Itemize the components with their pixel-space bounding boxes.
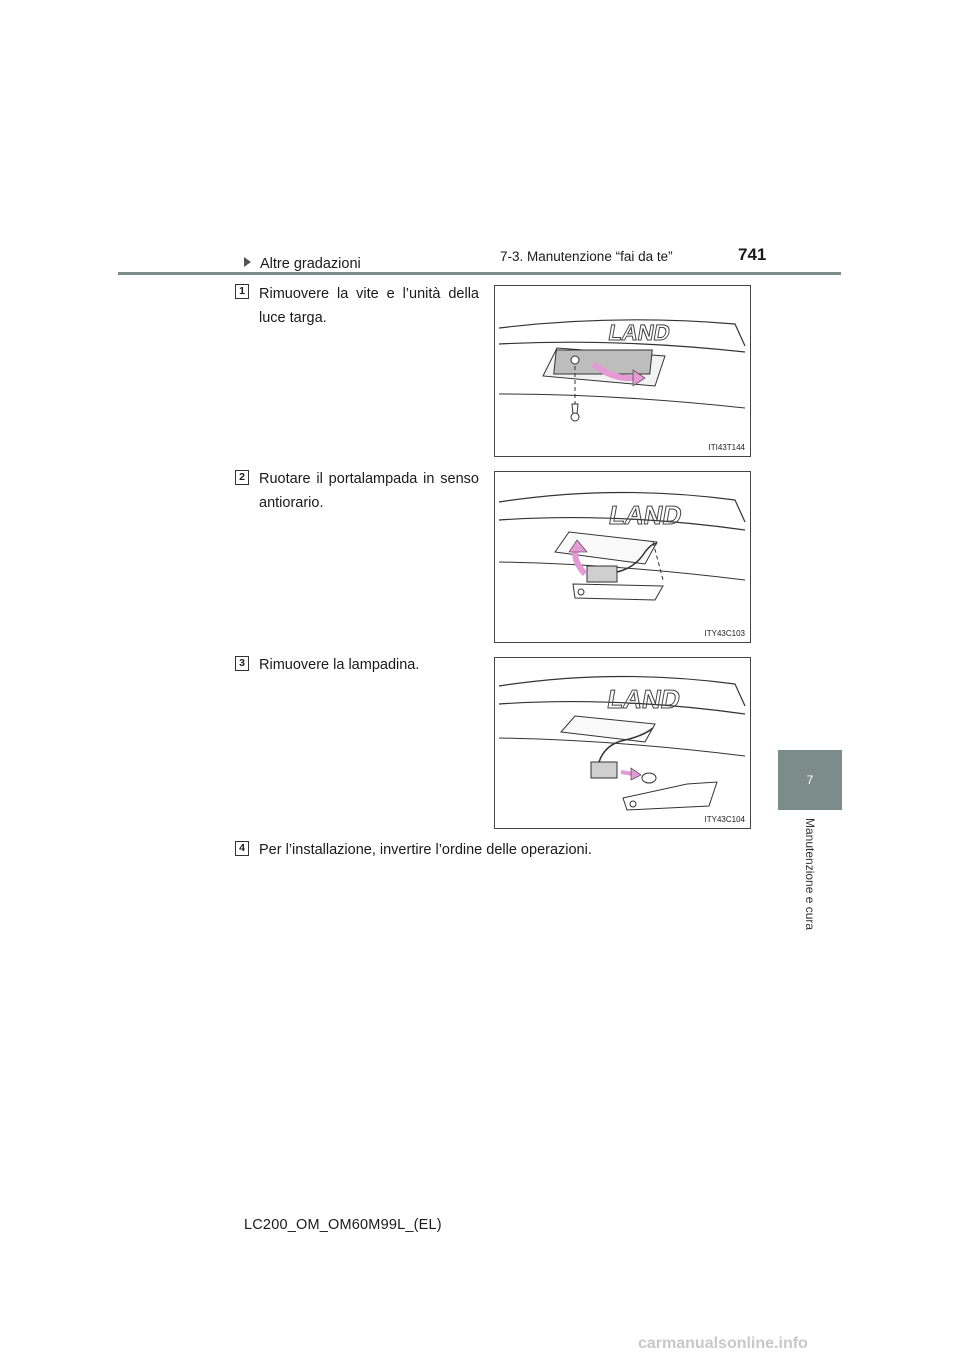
step-number-4: 4 xyxy=(235,841,249,856)
triangle-bullet-icon xyxy=(244,257,251,267)
header-rule xyxy=(118,272,841,275)
step-number-2: 2 xyxy=(235,470,249,485)
figure-code-1: ITI43T144 xyxy=(708,443,745,452)
bulb-socket-rotation-illustration xyxy=(495,472,750,642)
section-title: 7-3. Manutenzione “fai da te” xyxy=(500,249,673,264)
document-code: LC200_OM_OM60M99L_(EL) xyxy=(244,1217,442,1233)
chapter-title xyxy=(760,818,860,948)
step-text-3: Rimuovere la lampadina. xyxy=(259,657,420,673)
emblem-text: LAND xyxy=(606,500,685,530)
figure-step-1 xyxy=(494,285,751,457)
figure-code-3: ITY43C104 xyxy=(704,815,745,824)
chapter-title-text: Manutenzione e cura xyxy=(803,818,817,931)
step-number-3: 3 xyxy=(235,656,249,671)
watermark: carmanualsonline.info xyxy=(638,1335,808,1352)
step-text-1: Rimuovere la vite e l’unità della luce targa. xyxy=(259,286,479,326)
bulb-removal-illustration xyxy=(495,658,750,828)
figure-code-2: ITY43C103 xyxy=(704,629,745,638)
step-text-4: Per l’installazione, invertire l’ordine delle operazioni. xyxy=(259,842,592,858)
emblem-text: LAND xyxy=(606,320,673,345)
figure-step-2 xyxy=(494,471,751,643)
subheading-text: Altre gradazioni xyxy=(260,256,361,272)
step-text-2: Ruotare il portalampada in senso antiorario. xyxy=(259,471,479,511)
emblem-text: LAND xyxy=(605,684,683,714)
figure-step-3 xyxy=(494,657,751,829)
step-number-1: 1 xyxy=(235,284,249,299)
subheading xyxy=(244,256,361,272)
page-number: 741 xyxy=(738,245,767,264)
license-light-removal-illustration xyxy=(495,286,750,456)
chapter-tab[interactable]: 7 xyxy=(778,750,842,810)
